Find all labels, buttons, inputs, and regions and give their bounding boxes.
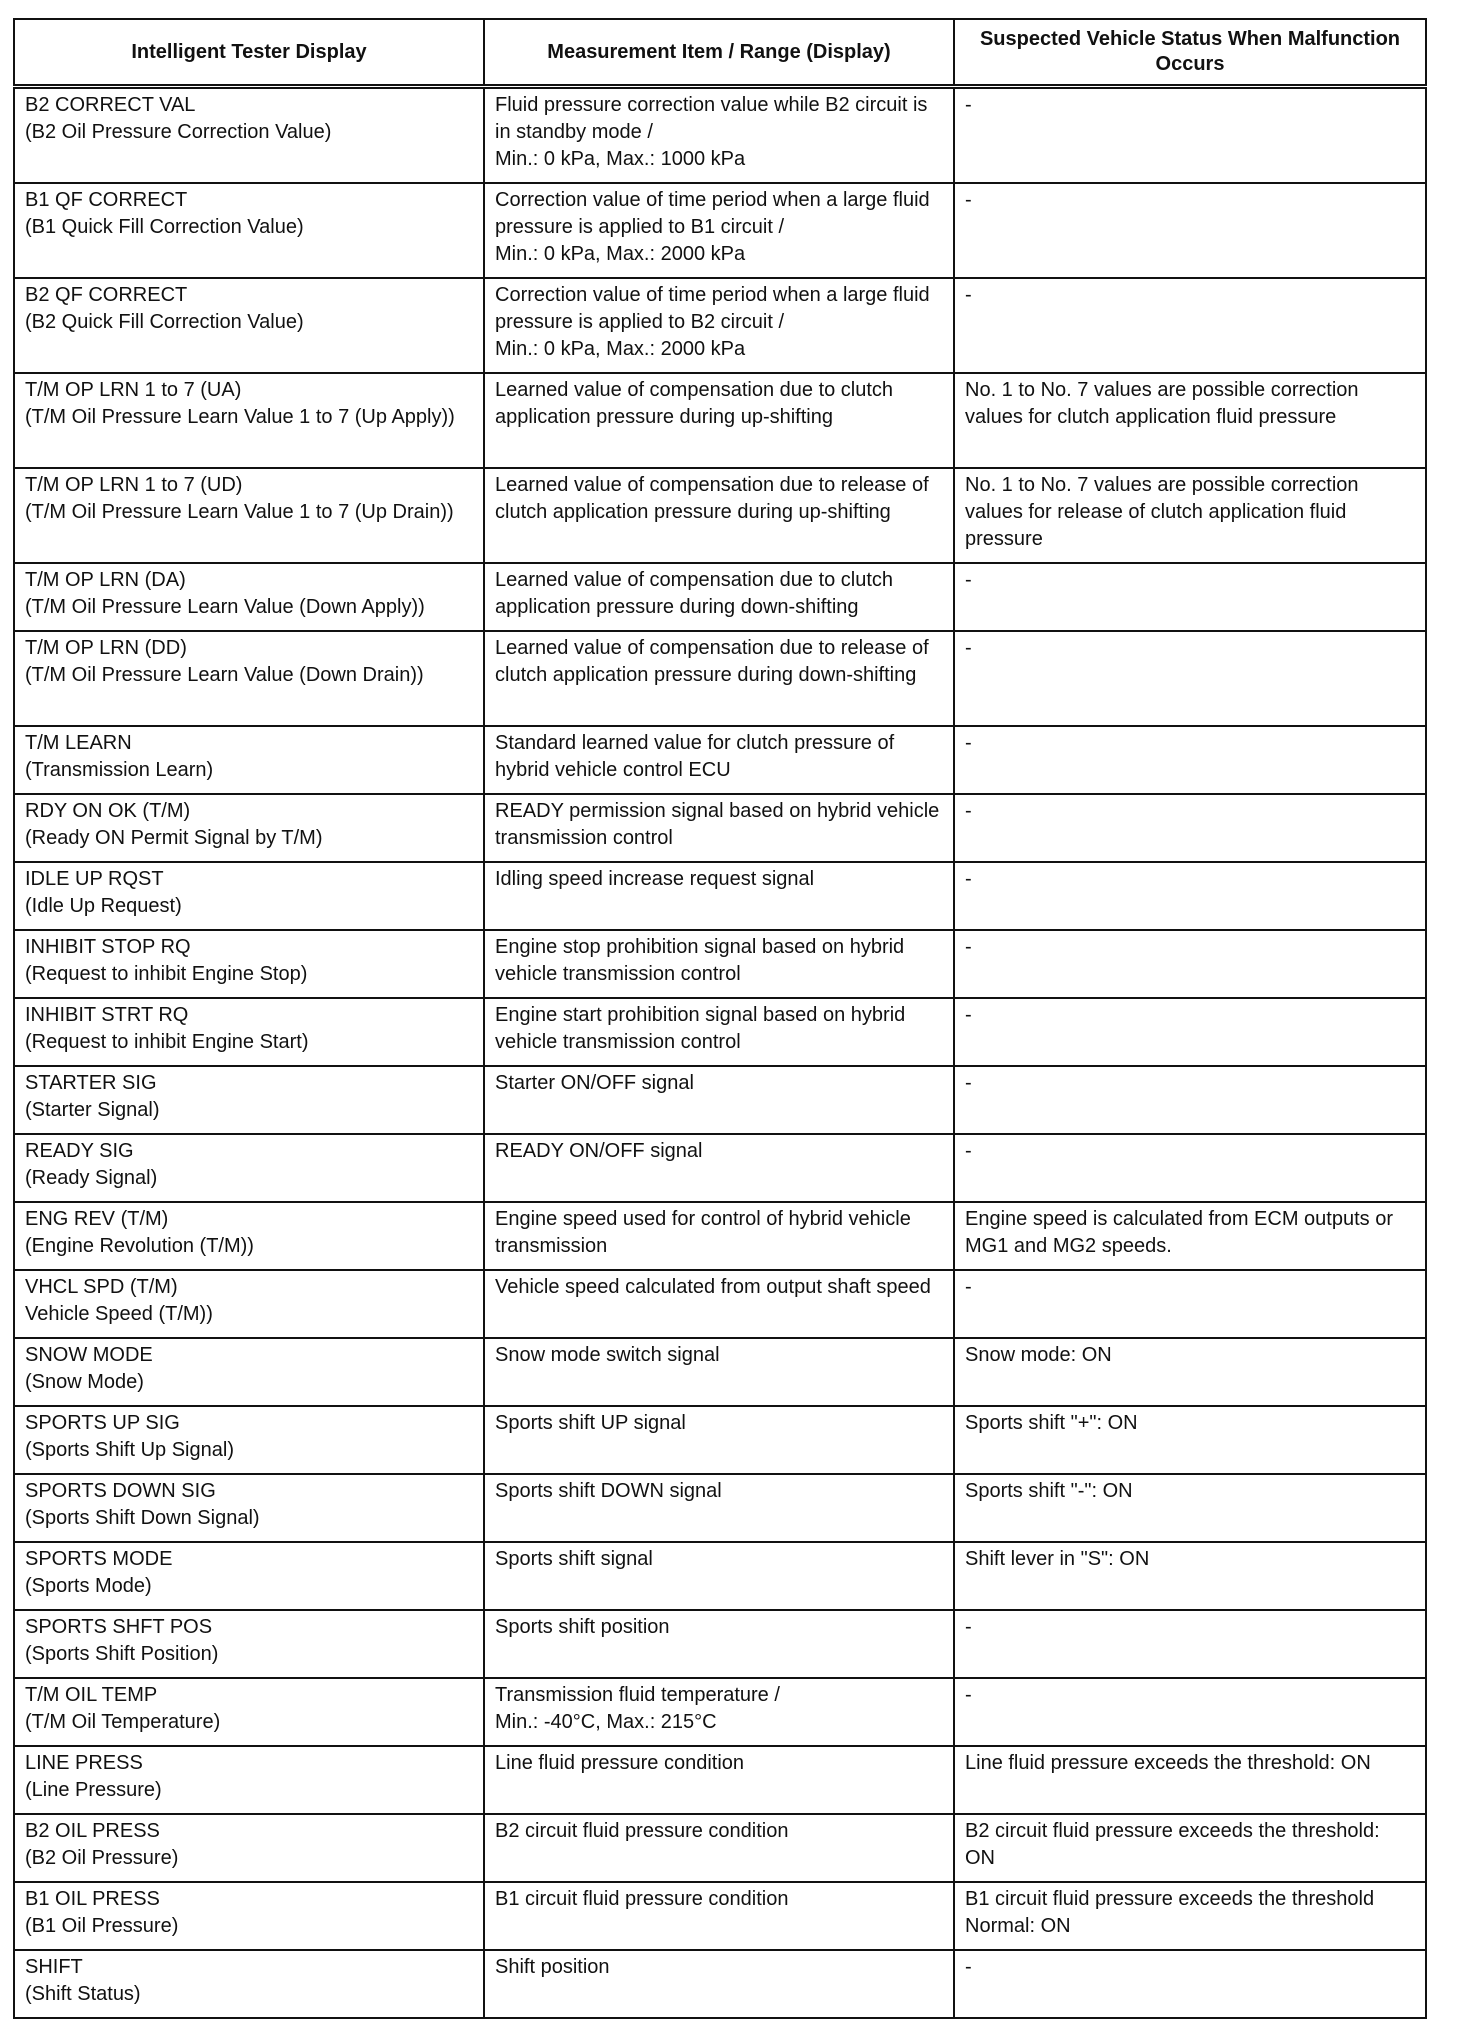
cell-measurement-item: Vehicle speed calculated from output shaft speed xyxy=(484,1270,954,1338)
cell-tester-display: INHIBIT STOP RQ (Request to inhibit Engine Stop) xyxy=(14,930,484,998)
cell-suspected-status: - xyxy=(954,1610,1426,1678)
table-row xyxy=(14,726,1426,794)
table-row xyxy=(14,1202,1426,1270)
cell-tester-display: T/M OP LRN 1 to 7 (UA) (T/M Oil Pressure Learn Value 1 to 7 (Up Apply)) xyxy=(14,373,484,468)
cell-measurement-item: Snow mode switch signal xyxy=(484,1338,954,1406)
cell-measurement-item: Shift position xyxy=(484,1950,954,2018)
cell-tester-display: SPORTS SHFT POS (Sports Shift Position) xyxy=(14,1610,484,1678)
cell-measurement-item: Learned value of compensation due to release of clutch application pressure during up-shifting xyxy=(484,468,954,563)
cell-measurement-item: Sports shift signal xyxy=(484,1542,954,1610)
table-row xyxy=(14,563,1426,631)
cell-tester-display: T/M OP LRN 1 to 7 (UD) (T/M Oil Pressure Learn Value 1 to 7 (Up Drain)) xyxy=(14,468,484,563)
cell-suspected-status: Line fluid pressure exceeds the threshold: ON xyxy=(954,1746,1426,1814)
cell-suspected-status: - xyxy=(954,87,1426,184)
cell-suspected-status: B1 circuit fluid pressure exceeds the threshold Normal: ON xyxy=(954,1882,1426,1950)
table-row xyxy=(14,862,1426,930)
cell-measurement-item: Transmission fluid temperature / Min.: -40°C, Max.: 215°C xyxy=(484,1678,954,1746)
cell-tester-display: T/M OP LRN (DD) (T/M Oil Pressure Learn Value (Down Drain)) xyxy=(14,631,484,726)
header-row xyxy=(14,19,1426,87)
cell-measurement-item: Correction value of time period when a large fluid pressure is applied to B2 circuit / Min.: 0 kPa, Max.: 2000 kPa xyxy=(484,278,954,373)
table-row xyxy=(14,1814,1426,1882)
cell-tester-display: INHIBIT STRT RQ (Request to inhibit Engine Start) xyxy=(14,998,484,1066)
cell-suspected-status: - xyxy=(954,278,1426,373)
cell-suspected-status: - xyxy=(954,1678,1426,1746)
cell-tester-display: SPORTS UP SIG (Sports Shift Up Signal) xyxy=(14,1406,484,1474)
cell-tester-display: B2 OIL PRESS (B2 Oil Pressure) xyxy=(14,1814,484,1882)
cell-tester-display: T/M LEARN (Transmission Learn) xyxy=(14,726,484,794)
table-row xyxy=(14,631,1426,726)
cell-tester-display: T/M OIL TEMP (T/M Oil Temperature) xyxy=(14,1678,484,1746)
cell-suspected-status: - xyxy=(954,794,1426,862)
cell-suspected-status: - xyxy=(954,1950,1426,2018)
cell-tester-display: STARTER SIG (Starter Signal) xyxy=(14,1066,484,1134)
cell-tester-display: READY SIG (Ready Signal) xyxy=(14,1134,484,1202)
table-row xyxy=(14,468,1426,563)
cell-suspected-status: Snow mode: ON xyxy=(954,1338,1426,1406)
cell-suspected-status: - xyxy=(954,1270,1426,1338)
cell-tester-display: SHIFT (Shift Status) xyxy=(14,1950,484,2018)
table-row xyxy=(14,1610,1426,1678)
table-row xyxy=(14,1134,1426,1202)
cell-suspected-status: - xyxy=(954,1134,1426,1202)
cell-tester-display: T/M OP LRN (DA) (T/M Oil Pressure Learn Value (Down Apply)) xyxy=(14,563,484,631)
cell-measurement-item: Sports shift DOWN signal xyxy=(484,1474,954,1542)
cell-tester-display: B1 QF CORRECT (B1 Quick Fill Correction Value) xyxy=(14,183,484,278)
cell-measurement-item: Starter ON/OFF signal xyxy=(484,1066,954,1134)
cell-tester-display: SNOW MODE (Snow Mode) xyxy=(14,1338,484,1406)
cell-suspected-status: - xyxy=(954,183,1426,278)
table-row xyxy=(14,373,1426,468)
header-suspected-status: Suspected Vehicle Status When Malfunction Occurs xyxy=(954,19,1426,87)
cell-tester-display: RDY ON OK (T/M) (Ready ON Permit Signal by T/M) xyxy=(14,794,484,862)
cell-suspected-status: - xyxy=(954,862,1426,930)
table-row xyxy=(14,183,1426,278)
cell-measurement-item: Sports shift UP signal xyxy=(484,1406,954,1474)
cell-suspected-status: No. 1 to No. 7 values are possible correction values for clutch application fluid pressure xyxy=(954,373,1426,468)
cell-tester-display: SPORTS DOWN SIG (Sports Shift Down Signal) xyxy=(14,1474,484,1542)
table-row xyxy=(14,1406,1426,1474)
cell-tester-display: ENG REV (T/M) (Engine Revolution (T/M)) xyxy=(14,1202,484,1270)
cell-measurement-item: Sports shift position xyxy=(484,1610,954,1678)
cell-suspected-status: Shift lever in "S": ON xyxy=(954,1542,1426,1610)
table-row xyxy=(14,998,1426,1066)
cell-measurement-item: Idling speed increase request signal xyxy=(484,862,954,930)
table-row xyxy=(14,1474,1426,1542)
cell-measurement-item: Correction value of time period when a large fluid pressure is applied to B1 circuit / Min.: 0 kPa, Max.: 2000 kPa xyxy=(484,183,954,278)
cell-suspected-status: - xyxy=(954,726,1426,794)
cell-measurement-item: READY permission signal based on hybrid vehicle transmission control xyxy=(484,794,954,862)
cell-suspected-status: Sports shift "-": ON xyxy=(954,1474,1426,1542)
cell-suspected-status: B2 circuit fluid pressure exceeds the threshold: ON xyxy=(954,1814,1426,1882)
cell-tester-display: B1 OIL PRESS (B1 Oil Pressure) xyxy=(14,1882,484,1950)
cell-measurement-item: READY ON/OFF signal xyxy=(484,1134,954,1202)
cell-measurement-item: Learned value of compensation due to clutch application pressure during up-shifting xyxy=(484,373,954,468)
cell-suspected-status: - xyxy=(954,930,1426,998)
table-row xyxy=(14,1678,1426,1746)
cell-tester-display: LINE PRESS (Line Pressure) xyxy=(14,1746,484,1814)
cell-measurement-item: Engine start prohibition signal based on hybrid vehicle transmission control xyxy=(484,998,954,1066)
cell-measurement-item: Learned value of compensation due to clutch application pressure during down-shifting xyxy=(484,563,954,631)
cell-measurement-item: Standard learned value for clutch pressure of hybrid vehicle control ECU xyxy=(484,726,954,794)
table-row xyxy=(14,1746,1426,1814)
table-row xyxy=(14,930,1426,998)
cell-suspected-status: - xyxy=(954,563,1426,631)
cell-measurement-item: Engine stop prohibition signal based on hybrid vehicle transmission control xyxy=(484,930,954,998)
header-measurement-item: Measurement Item / Range (Display) xyxy=(484,19,954,87)
data-table xyxy=(13,18,1427,2019)
cell-measurement-item: Line fluid pressure condition xyxy=(484,1746,954,1814)
table-row xyxy=(14,1270,1426,1338)
table-row xyxy=(14,278,1426,373)
cell-measurement-item: B2 circuit fluid pressure condition xyxy=(484,1814,954,1882)
table-body xyxy=(14,87,1426,2019)
cell-suspected-status: - xyxy=(954,631,1426,726)
cell-measurement-item: Engine speed used for control of hybrid vehicle transmission xyxy=(484,1202,954,1270)
cell-tester-display: B2 QF CORRECT (B2 Quick Fill Correction Value) xyxy=(14,278,484,373)
table-row xyxy=(14,1066,1426,1134)
cell-tester-display: SPORTS MODE (Sports Mode) xyxy=(14,1542,484,1610)
table-row xyxy=(14,1882,1426,1950)
table-row xyxy=(14,1542,1426,1610)
table-row xyxy=(14,87,1426,184)
header-tester-display: Intelligent Tester Display xyxy=(14,19,484,87)
cell-measurement-item: B1 circuit fluid pressure condition xyxy=(484,1882,954,1950)
table-row xyxy=(14,1338,1426,1406)
cell-suspected-status: Engine speed is calculated from ECM outputs or MG1 and MG2 speeds. xyxy=(954,1202,1426,1270)
cell-tester-display: IDLE UP RQST (Idle Up Request) xyxy=(14,862,484,930)
cell-measurement-item: Fluid pressure correction value while B2 circuit is in standby mode / Min.: 0 kPa, Max.: 1000 kPa xyxy=(484,87,954,184)
cell-tester-display: VHCL SPD (T/M) Vehicle Speed (T/M)) xyxy=(14,1270,484,1338)
cell-tester-display: B2 CORRECT VAL (B2 Oil Pressure Correction Value) xyxy=(14,87,484,184)
cell-suspected-status: - xyxy=(954,1066,1426,1134)
cell-measurement-item: Learned value of compensation due to release of clutch application pressure during down-shifting xyxy=(484,631,954,726)
cell-suspected-status: No. 1 to No. 7 values are possible correction values for release of clutch application fluid pressure xyxy=(954,468,1426,563)
cell-suspected-status: Sports shift "+": ON xyxy=(954,1406,1426,1474)
table-row xyxy=(14,794,1426,862)
cell-suspected-status: - xyxy=(954,998,1426,1066)
